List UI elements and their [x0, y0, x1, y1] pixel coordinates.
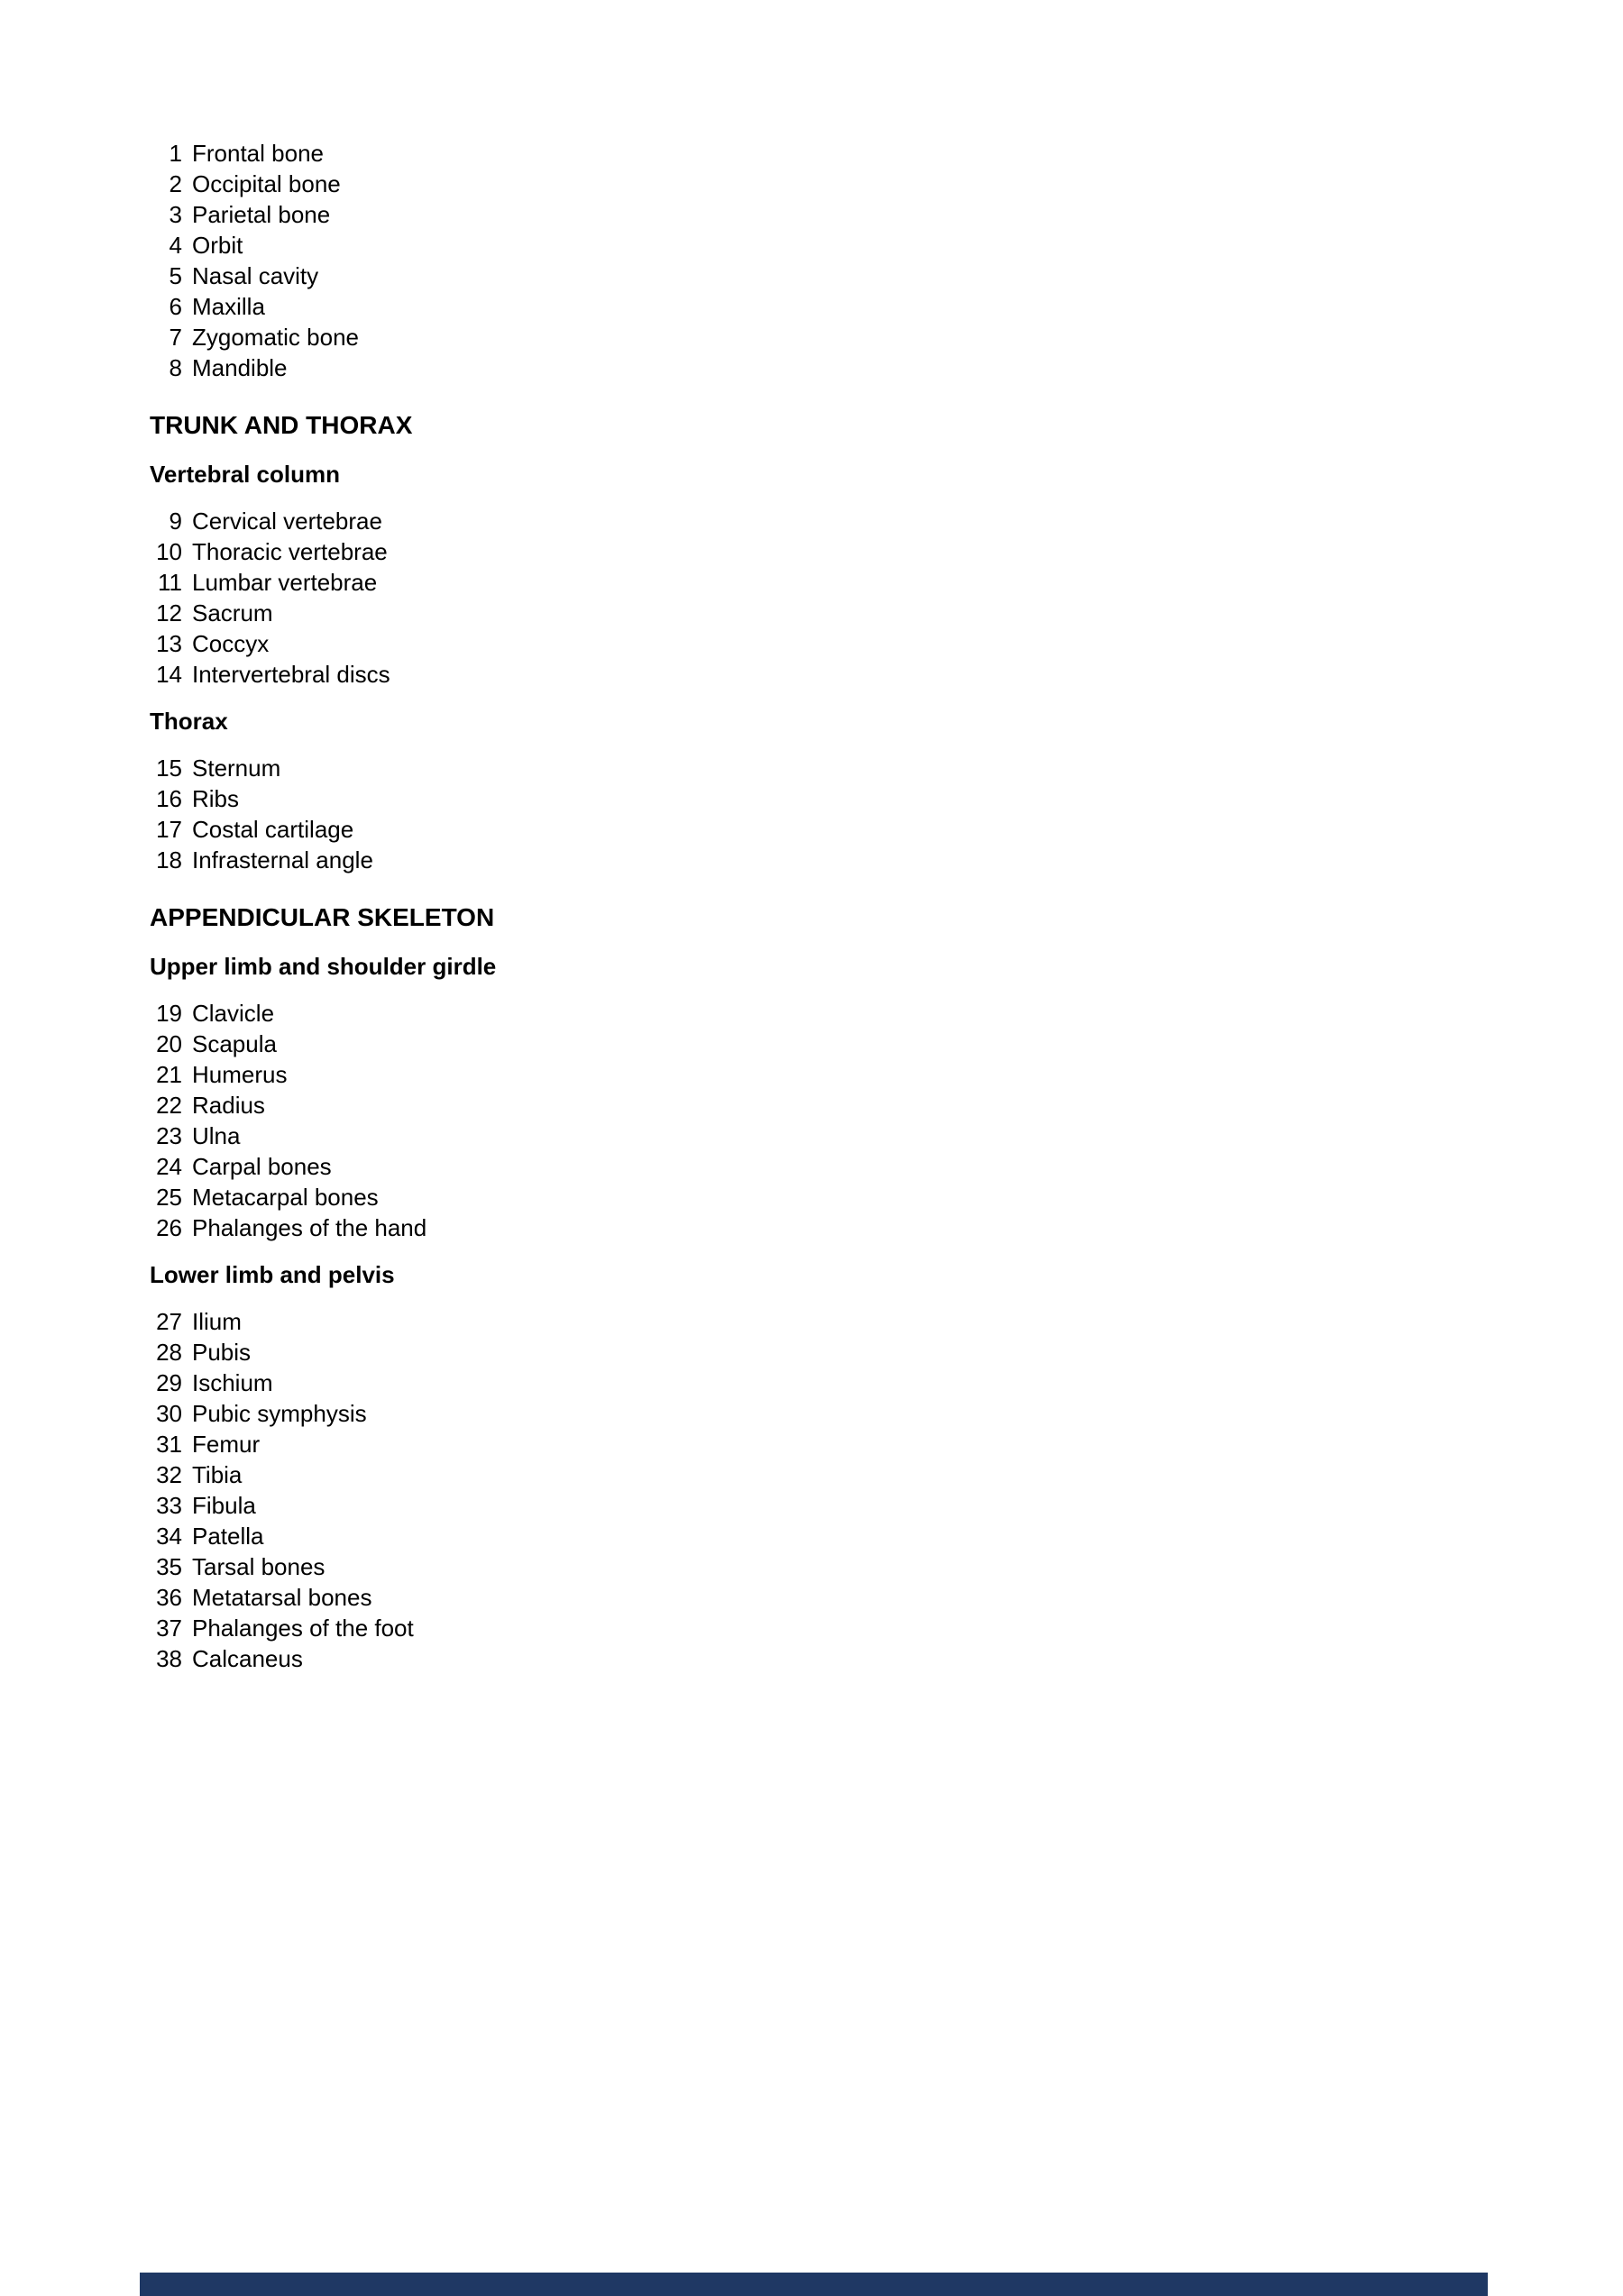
item-label: Patella: [192, 1523, 264, 1550]
item-label: Sacrum: [192, 599, 273, 627]
item-label: Mandible: [192, 354, 288, 381]
list-item: [150, 1090, 1412, 1121]
list-item: [150, 1121, 1412, 1151]
numbered-list: [150, 753, 1412, 875]
list-item: [150, 567, 1412, 598]
item-number: 28: [156, 1339, 182, 1366]
list-item: [150, 1459, 1412, 1490]
item-label: Coccyx: [192, 630, 270, 657]
item-label: Lumbar vertebrae: [192, 569, 378, 596]
item-label: Thoracic vertebrae: [192, 538, 388, 565]
item-number: 14: [156, 661, 182, 688]
item-label: Pubis: [192, 1339, 252, 1366]
item-number: 12: [156, 599, 182, 627]
list-item: [150, 659, 1412, 690]
subsection-heading: Lower limb and pelvis: [150, 1261, 395, 1288]
list-item: [150, 814, 1412, 845]
list-item: [150, 1212, 1412, 1243]
item-number: 34: [156, 1523, 182, 1550]
list-item: [150, 230, 1412, 261]
item-label: Tarsal bones: [192, 1553, 326, 1580]
item-label: Zygomatic bone: [192, 324, 359, 351]
item-label: Fibula: [192, 1492, 256, 1519]
item-label: Ischium: [192, 1369, 273, 1396]
subsection-heading: Thorax: [150, 708, 228, 735]
item-label: Infrasternal angle: [192, 846, 373, 874]
list-item: [150, 261, 1412, 291]
item-number: 2: [169, 170, 182, 197]
item-number: 16: [156, 785, 182, 812]
list-item: [150, 1490, 1412, 1521]
item-number: 3: [169, 201, 182, 228]
item-label: Costal cartilage: [192, 816, 354, 843]
item-number: 30: [156, 1400, 182, 1427]
item-label: Clavicle: [192, 1000, 275, 1027]
list-item: [150, 1182, 1412, 1212]
list-item: [150, 783, 1412, 814]
item-label: Ilium: [192, 1308, 242, 1335]
numbered-list: [150, 506, 1412, 690]
item-number: 1: [169, 140, 182, 167]
item-number: 29: [156, 1369, 182, 1396]
item-number: 36: [156, 1584, 182, 1611]
list-item: [150, 1613, 1412, 1643]
item-label: Carpal bones: [192, 1153, 332, 1180]
item-number: 33: [156, 1492, 182, 1519]
item-number: 17: [156, 816, 182, 843]
item-label: Femur: [192, 1431, 261, 1458]
list-item: [150, 199, 1412, 230]
list-item: [150, 291, 1412, 322]
item-label: Humerus: [192, 1061, 288, 1088]
item-number: 23: [156, 1122, 182, 1149]
item-number: 22: [156, 1092, 182, 1119]
item-number: 32: [156, 1461, 182, 1488]
numbered-list: [150, 1306, 1412, 1674]
item-number: 24: [156, 1153, 182, 1180]
item-label: Sternum: [192, 755, 281, 782]
item-number: 11: [158, 569, 182, 596]
item-label: Phalanges of the foot: [192, 1615, 414, 1642]
list-item: [150, 1306, 1412, 1337]
item-number: 38: [156, 1645, 182, 1672]
list-item: [150, 845, 1412, 875]
item-number: 7: [169, 324, 182, 351]
item-label: Radius: [192, 1092, 265, 1119]
list-item: [150, 1643, 1412, 1674]
item-label: Maxilla: [192, 293, 265, 320]
list-item: [150, 1368, 1412, 1398]
item-number: 13: [156, 630, 182, 657]
footer-decoration-bar: [140, 2273, 1488, 2296]
item-label: Phalanges of the hand: [192, 1214, 427, 1241]
item-label: Occipital bone: [192, 170, 341, 197]
list-item: [150, 1151, 1412, 1182]
list-item: [150, 753, 1412, 783]
list-item: [150, 1337, 1412, 1368]
list-item: [150, 169, 1412, 199]
list-item: [150, 536, 1412, 567]
item-label: Tibia: [192, 1461, 243, 1488]
item-label: Ribs: [192, 785, 240, 812]
list-item: [150, 628, 1412, 659]
item-label: Metacarpal bones: [192, 1184, 379, 1211]
item-number: 20: [156, 1030, 182, 1057]
numbered-list: [150, 998, 1412, 1243]
list-item: [150, 598, 1412, 628]
item-label: Calcaneus: [192, 1645, 303, 1672]
item-number: 25: [156, 1184, 182, 1211]
list-item: [150, 1029, 1412, 1059]
item-number: 10: [156, 538, 182, 565]
list-item: [150, 1582, 1412, 1613]
item-label: Intervertebral discs: [192, 661, 390, 688]
list-item: [150, 352, 1412, 383]
item-label: Pubic symphysis: [192, 1400, 367, 1427]
item-number: 31: [156, 1431, 182, 1458]
item-number: 21: [156, 1061, 182, 1088]
document-content: [150, 0, 1412, 1688]
item-number: 5: [169, 262, 182, 289]
subsection-heading: Vertebral column: [150, 461, 340, 488]
item-label: Frontal bone: [192, 140, 324, 167]
numbered-list: [150, 138, 1412, 383]
list-item: [150, 1398, 1412, 1429]
item-label: Nasal cavity: [192, 262, 319, 289]
item-number: 6: [169, 293, 182, 320]
item-number: 18: [156, 846, 182, 874]
list-item: [150, 1059, 1412, 1090]
item-label: Orbit: [192, 232, 243, 259]
item-number: 37: [156, 1615, 182, 1642]
list-item: [150, 1521, 1412, 1551]
item-number: 8: [169, 354, 182, 381]
list-item: [150, 322, 1412, 352]
item-number: 4: [169, 232, 182, 259]
item-number: 15: [156, 755, 182, 782]
item-number: 9: [169, 508, 182, 535]
list-item: [150, 1551, 1412, 1582]
item-number: 19: [156, 1000, 182, 1027]
list-item: [150, 998, 1412, 1029]
list-item: [150, 138, 1412, 169]
list-item: [150, 506, 1412, 536]
item-label: Metatarsal bones: [192, 1584, 372, 1611]
item-number: 26: [156, 1214, 182, 1241]
subsection-heading: Upper limb and shoulder girdle: [150, 953, 497, 980]
item-label: Ulna: [192, 1122, 241, 1149]
item-label: Scapula: [192, 1030, 277, 1057]
item-number: 35: [156, 1553, 182, 1580]
item-label: Cervical vertebrae: [192, 508, 382, 535]
item-label: Parietal bone: [192, 201, 331, 228]
item-number: 27: [156, 1308, 182, 1335]
section-heading: TRUNK AND THORAX: [150, 411, 413, 439]
section-heading: APPENDICULAR SKELETON: [150, 903, 495, 931]
list-item: [150, 1429, 1412, 1459]
